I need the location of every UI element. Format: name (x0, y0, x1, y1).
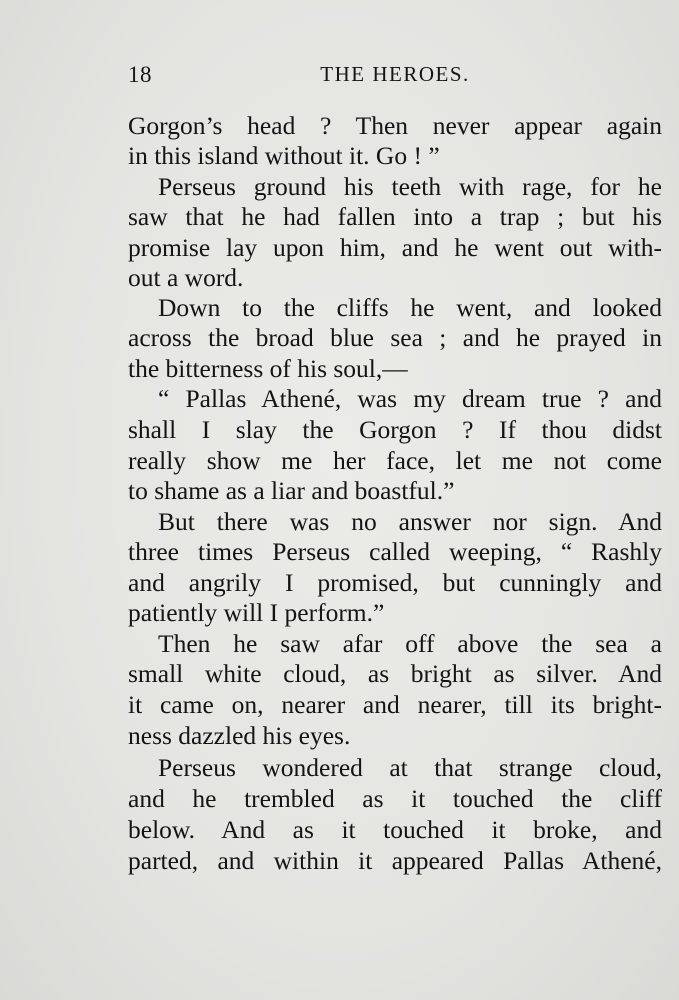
page-header (128, 62, 662, 92)
text-line: in this island without it. Go ! ” (128, 141, 440, 170)
text-line: three times Perseus called weeping, “ Rashly (128, 537, 662, 566)
text-line: But there was no answer nor sign. And (158, 507, 662, 536)
text-line: the bitterness of his soul,— (128, 354, 408, 383)
text-line: really show me her face, let me not come (128, 446, 662, 475)
text-line: Then he saw afar off above the sea a (158, 629, 662, 658)
text-line: Gorgon’s head ? Then never appear again (128, 111, 662, 140)
text-line: to shame as a liar and boastful.” (128, 476, 455, 505)
text-line: Perseus ground his teeth with rage, for he (158, 172, 662, 201)
text-line: patiently will I perform.” (128, 598, 385, 627)
page-number: 18 (128, 62, 152, 87)
text-line: small white cloud, as bright as silver. And (128, 659, 662, 688)
text-line: “ Pallas Athené, was my dream true ? and (158, 384, 662, 413)
text-line: promise lay upon him, and he went out with- (128, 233, 662, 262)
text-line: across the broad blue sea ; and he prayed in (128, 323, 662, 352)
text-line: below. And as it touched it broke, and (128, 815, 662, 844)
text-line: it came on, nearer and nearer, till its bright- (128, 690, 662, 719)
running-head: THE HEROES. (320, 62, 470, 86)
text-line: Perseus wondered at that strange cloud, (158, 753, 662, 782)
text-line: out a word. (128, 263, 244, 292)
text-line: and he trembled as it touched the cliff (128, 784, 662, 813)
text-line: parted, and within it appeared Pallas Athené, (128, 846, 662, 875)
text-line: ness dazzled his eyes. (128, 721, 351, 750)
text-line: saw that he had fallen into a trap ; but his (128, 202, 662, 231)
text-line: Down to the cliffs he went, and looked (158, 293, 662, 322)
text-line: and angrily I promised, but cunningly and (128, 568, 662, 597)
text-line: shall I slay the Gorgon ? If thou didst (128, 415, 662, 444)
